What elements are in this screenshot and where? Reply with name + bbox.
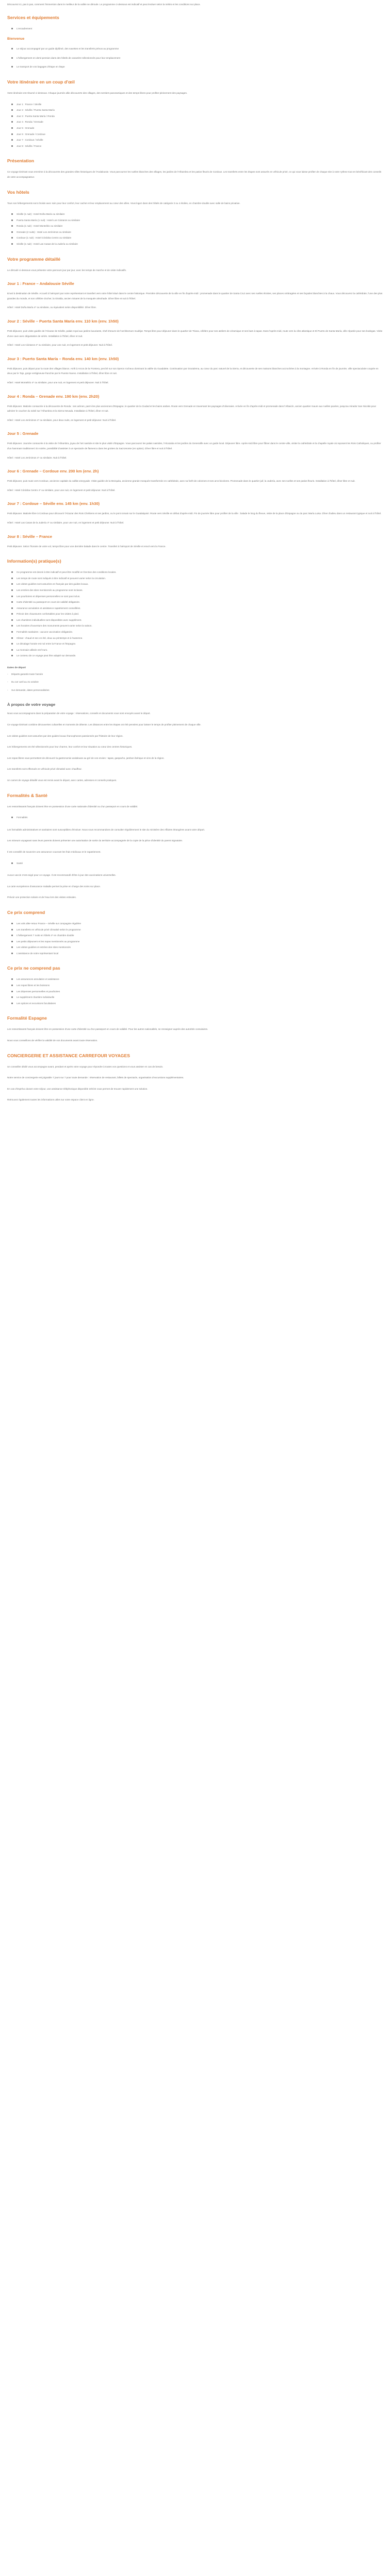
bullet-icon: [11, 817, 13, 818]
day-hotel: Hôtel : Hotel Montelirio 4* ou similaire, pour une nuit, en logement et petit déjeuner. Nuit à l'hôtel.: [7, 381, 109, 384]
bullet-icon: [11, 996, 13, 998]
list-item: Les visites guidées sont assurées en français par des guides locaux.: [7, 582, 384, 587]
day-hotel: Hôtel : Hotel Los Cántaros 4* ou similaire, pour une nuit, en logement et petit déjeuner. Nuit à l'hôtel.: [7, 344, 113, 347]
list-item: La monnaie utilisée est l'euro.: [7, 648, 384, 653]
day-hotel: Hôtel : Hotel Los Jerónimos 4* ou similaire. Nuit à l'hôtel.: [7, 456, 67, 459]
day-title: Jour 7 : Cordoue – Séville env. 145 km (env. 1h30): [7, 501, 100, 506]
bullet-icon: [11, 643, 13, 645]
bullet-icon: [11, 578, 13, 579]
about-paragraph: Les visites guidées sont assurées par des guides locaux francophones passionnés par l'histoire de leur région.: [7, 734, 123, 737]
bullet-icon: [11, 104, 13, 105]
bullet-icon: [11, 583, 13, 585]
bullet-icon: [11, 243, 13, 245]
bullet-icon: [11, 601, 13, 603]
day-title: Jour 1 : France – Andalousie Séville: [7, 281, 74, 286]
services-subtitle: Bienvenue: [7, 37, 25, 41]
itinerary-text: Votre itinéraire est résumé ci-dessous. Chaque journée allie découverte des villages, des sentiers panoramiques et des temps libres pour profiter pleinement des paysages.: [7, 91, 188, 94]
day-title: Jour 8 : Séville – France: [7, 534, 52, 539]
itinerary-day: Jour 6 : Grenade / Cordoue: [7, 132, 384, 137]
bullet-icon: [11, 237, 13, 239]
health-paragraph: La carte européenne d'assurance maladie permet la prise en charge des soins sur place.: [7, 885, 101, 888]
hotel-item: Puerta Santa María (1 nuit) : Hotel Los Cántaros ou similaire: [7, 218, 384, 223]
included-title: Ce prix comprend: [7, 909, 45, 915]
bullet-icon: [11, 109, 13, 111]
bullet-icon: [11, 133, 13, 135]
about-paragraph: Les repas libres vous permettent de découvrir la gastronomie andalouse au gré de vos envies : tapas, gaspacho, jambon ibérique et vins de la région.: [7, 756, 165, 759]
bullet-icon: [11, 649, 13, 651]
itinerary-day: Jour 1 : France / Séville: [7, 102, 384, 107]
concierge-section: [7, 1053, 384, 1103]
bullet-icon: [11, 978, 13, 980]
bullet-icon: [11, 57, 13, 59]
spain-formalities-section: [7, 1015, 384, 1043]
list-item: Assurance annulation et assistance rapatriement conseillées.: [7, 606, 384, 611]
list-item: Les visites guidées et entrées des sites mentionnés: [7, 945, 384, 950]
day-title: Jour 4 : Ronda – Grenade env. 190 km (env. 2h20): [7, 394, 100, 399]
concierge-paragraph: Notre service de conciergerie est joignable 7 jours sur 7 pour toute demande : réservation de restaurant, billets de spectacle, organisation d'excursions supplémentaires.: [7, 1076, 184, 1079]
list-item: Le décalage horaire est nul entre la France et l'Espagne.: [7, 641, 384, 647]
day-title: Jour 2 : Séville – Puerta Santa María env. 110 km (env. 1h50): [7, 319, 119, 324]
about-paragraph: Les hébergements ont été sélectionnés pour leur charme, leur confort et leur situation au cœur des centres historiques.: [7, 745, 133, 749]
list-item: Les transferts en véhicule privé climatisé selon le programme: [7, 927, 384, 933]
dates-label: Dates de départ: [7, 667, 26, 670]
list-item: Les chambres individuelles sont disponibles avec supplément.: [7, 618, 384, 623]
list-item: Le contenu de ce voyage peut être adapté sur demande.: [7, 653, 384, 658]
concierge-paragraph: En cas d'imprévu durant votre séjour, une assistance téléphonique disponible 24h/24 vous permet de trouver rapidement une solution.: [7, 1087, 148, 1090]
itinerary-day: Jour 8 : Séville / France: [7, 144, 384, 149]
date-item: - Sur demande, dates personnalisées: [7, 688, 50, 691]
itinerary-day: Jour 3 : Puerta Santa María / Ronda: [7, 114, 384, 119]
hotels-title: Vos hôtels: [7, 189, 29, 195]
bullet-icon: [11, 929, 13, 930]
concierge-paragraph: Retrouvez également toutes les informations utiles sur votre espace client en ligne.: [7, 1098, 94, 1101]
about-title: À propos de votre voyage: [7, 702, 56, 707]
hotel-item: Ronda (1 nuit) : Hotel Montelirio ou similaire: [7, 224, 384, 229]
presentation-text: Ce voyage itinérant vous emmène à la découverte des grandes villes historiques de l'Andalousie. Vous parcourrez les ruelles blanches des villages, les jardins de l'Alhambra et les patios fleuris de Cordoue. Les transferts entre les étapes sont assurés en véhicule privé, ce qui vous laisse profiter de chaque site à votre rythme tout en bénéficiant des conseils de votre accompagnateur.: [7, 171, 382, 178]
about-paragraph: Un carnet de voyage détaillé vous est remis avant le départ, avec cartes, adresses et conseils pratiques.: [7, 778, 117, 782]
health-text: Les ressortissants français doivent être en possession d'une carte nationale d'identité ou d'un passeport en cours de validité.: [7, 805, 138, 808]
programme-title: Votre programme détaillé: [7, 256, 60, 262]
day-hotel: Hôtel : Hotel Doña María 4* ou similaire, ou équivalent selon disponibilité. Dîner libre.: [7, 306, 97, 309]
list-item: Le supplément chambre individuelle: [7, 995, 384, 1000]
itinerary-section: [7, 79, 384, 148]
hotel-item: Séville (1 nuit) : Hotel Las Casas de la Judería ou similaire: [7, 242, 384, 247]
day-text: Petit déjeuner, puis route vers Cordoue, ancienne capitale du califat omeyyade. Visite guidée de la Mezquita, ancienne grande mosquée transformée en cathédrale, avec sa forêt de colonnes et ses arcs bicolores. Promenade dans le quartier juif, la Judería, avec ses ruelles et ses patios fleuris. Installation à l'hôtel, dîner libre et nuit.: [7, 480, 355, 483]
bullet-icon: [11, 145, 13, 147]
programme-section: [7, 256, 384, 549]
list-item: Le séjour accompagné par un guide diplômé, des navettes et les transferts prévus au programme: [7, 46, 384, 52]
list-item: Les pourboires et dépenses personnelles ne sont pas inclus.: [7, 594, 384, 599]
list-item: Ce programme est donné à titre indicatif et peut être modifié en fonction des conditions locales.: [7, 570, 384, 575]
bullet-icon: [11, 139, 13, 141]
list-item: Climat : chaud et sec en été, doux au printemps et à l'automne.: [7, 636, 384, 641]
day-hotel: Hôtel : Hotel Los Jerónimos 4* ou similaire, pour deux nuits, en logement et petit déjeuner. Nuit à l'hôtel.: [7, 418, 117, 421]
spain-formalities-text: Nous vous conseillons de vérifier la validité de vos documents avant toute réservation.: [7, 1039, 98, 1042]
list-item: L'hébergement 7 nuits en hôtels 4* en chambre double: [7, 933, 384, 938]
bullet-icon: [11, 48, 13, 49]
day-text: Envol à destination de Séville. Accueil à l'aéroport par notre représentant et transfert vers votre hôtel situé dans le centre historique. Première découverte de la ville en fin d'après-midi : promenade dans le quartier de Santa Cruz avec ses ruelles étroites, ses places ombragées et ses façades blanchies à la chaux. Vous découvrez la cathédrale, l'une des plus grandes du monde, et son célèbre clocher, la Giralda, ancien minaret de la mosquée almohade. Dîner libre et nuit à l'hôtel.: [7, 292, 383, 300]
date-item: - Départs garantis toute l'année: [7, 672, 43, 675]
bullet-icon: [11, 991, 13, 992]
bullet-icon: [11, 923, 13, 924]
about-text: Nous vous accompagnons dans la préparation de votre voyage : réservations, conseils et documents vous sont envoyés avant le départ.: [7, 712, 151, 715]
practical-section: [7, 558, 384, 692]
services-item: L'encadrement: [7, 26, 384, 31]
bullet-icon: [11, 66, 13, 67]
list-item: Les entrées des sites mentionnés au programme sont incluses.: [7, 588, 384, 593]
day-hotel: Hôtel : Hotel Córdoba Centro 4* ou similaire, pour une nuit, en logement et petit déjeuner. Nuit à l'hôtel.: [7, 488, 116, 492]
services-section: [7, 14, 384, 70]
list-item: Prévoir des chaussures confortables pour les visites à pied.: [7, 612, 384, 617]
day-text: Petit déjeuner. Journée consacrée à la visite de l'Alhambra, joyau de l'art nasride et site le plus visité d'Espagne. Vous parcourez les palais nasrides, l'Alcazaba et les jardins du Generalife avec un guide local. Déjeuner libre. Après-midi libre pour flâner dans le centre-ville, visiter la cathédrale et la chapelle royale où reposent les Rois Catholiques, ou profiter d'un hammam traditionnel. En soirée, possibilité d'assister à un spectacle de flamenco dans les grottes du Sacromonte (en option). Dîner libre et nuit à l'hôtel.: [7, 442, 381, 450]
itinerary-day: Jour 7 : Cordoue / Séville: [7, 138, 384, 143]
programme-text: Le déroulé ci-dessous vous présente votre parcours jour par jour, avec les temps de marche et de visite indicatifs.: [7, 268, 127, 272]
list-item: Les vols aller-retour France – Séville sur compagnie régulière: [7, 921, 384, 926]
hotel-item: Grenade (2 nuits) : Hotel Los Jerónimos ou similaire: [7, 230, 384, 235]
hotel-item: Cordoue (1 nuit) : Hotel Córdoba Centro ou similaire: [7, 235, 384, 241]
bullet-icon: [11, 631, 13, 633]
document: [0, 0, 391, 1103]
bullet-icon: [11, 655, 13, 656]
list-item: Les petits déjeuners et les repas mentionnés au programme: [7, 939, 384, 944]
bullet-icon: [11, 619, 13, 621]
health-paragraph: Les mineurs voyageant sans leurs parents doivent présenter une autorisation de sortie du territoire accompagnée de la copie de la pièce d'identité du parent signataire.: [7, 839, 183, 842]
bullet-icon: [11, 213, 13, 215]
itinerary-day: Jour 2 : Séville / Puerta Santa María: [7, 108, 384, 113]
hotel-item: Séville (1 nuit) : Hotel Doña María ou similaire: [7, 212, 384, 217]
concierge-text: Un conseiller dédié vous accompagne avant, pendant et après votre voyage pour répondre à toutes vos questions et vous assister en cas de besoin.: [7, 1065, 164, 1068]
excluded-section: [7, 965, 384, 1006]
spain-formalities-title: Formalité Espagne: [7, 1015, 47, 1021]
bullet-icon: [11, 613, 13, 615]
hotels-section: [7, 189, 384, 247]
about-paragraph: Les transferts sont effectués en véhicule privé climatisé avec chauffeur.: [7, 768, 82, 771]
spain-formalities-text: Les ressortissants français doivent être en possession d'une carte d'identité ou d'un passeport en cours de validité. Pour les autres nationalités, se renseigner auprès des autorités consulaires.: [7, 1028, 208, 1031]
itinerary-day: Jour 5 : Grenade: [7, 126, 384, 131]
bullet-icon: [11, 625, 13, 626]
day-hotel: Hôtel : Hotel Las Casas de la Judería 4* ou similaire, pour une nuit, en logement et petit déjeuner. Nuit à l'hôtel.: [7, 521, 124, 524]
list-item: Les assurances annulation et assistance: [7, 977, 384, 982]
about-paragraph: Ce voyage itinérant combine découvertes culturelles et moments de détente. Les distances entre les étapes ont été pensées pour laisser le temps de profiter pleinement de chaque ville.: [7, 723, 201, 726]
list-item: Les repas libres et les boissons: [7, 983, 384, 988]
presentation-title: Présentation: [7, 158, 35, 164]
included-section: [7, 909, 384, 956]
bullet-icon: [11, 862, 13, 864]
excluded-title: Ce prix ne comprend pas: [7, 965, 60, 971]
bullet-icon: [11, 985, 13, 986]
health-paragraph: Prévoir une protection solaire et de l'eau lors des visites estivales.: [7, 896, 76, 899]
bullet-icon: [11, 596, 13, 597]
list-item: Santé: [7, 861, 384, 866]
day-text: Petit déjeuner, puis visite guidée de l'Alcazar de Séville, palais royal aux jardins luxuriants, chef-d'œuvre de l'architecture mudéjar. Temps libre pour déjeuner dans le quartier de Triana, célèbre pour ses ateliers de céramique et ses bars à tapas. Dans l'après-midi, route vers la côte atlantique et El Puerto de Santa María, ville réputée pour ses bodegas. Visite d'une cave avec dégustation de xérès. Installation à l'hôtel, dîner et nuit.: [7, 330, 383, 337]
list-item: Le transport de vos bagages d'étape en étape: [7, 64, 384, 70]
health-paragraph: Il est conseillé de souscrire une assurance couvrant les frais médicaux et le rapatriement.: [7, 850, 101, 853]
bullet-icon: [11, 231, 13, 233]
hotels-text: Tous nos hébergements sont choisis avec soin pour leur confort, leur cachet et leur emplacement au cœur des villes. Vous logez dans des hôtels de catégorie 3 ou 4 étoiles, en chambre double avec salle de bains privative.: [7, 201, 240, 205]
bullet-icon: [11, 589, 13, 591]
list-item: Formalités: [7, 815, 384, 820]
bullet-icon: [11, 607, 13, 609]
day-text: Petit déjeuner. Selon l'horaire de votre vol, temps libre pour une dernière balade dans le centre. Transfert à l'aéroport de Séville et envol vers la France.: [7, 545, 166, 548]
list-item: L'hébergement en demi-pension dans des hôtels de caractère sélectionnés pour leur emplacement: [7, 56, 384, 61]
bullet-icon: [11, 219, 13, 221]
health-paragraph: Aucun vaccin n'est exigé pour ce voyage. Il est recommandé d'être à jour des vaccinations universelles.: [7, 874, 116, 877]
bullet-icon: [11, 127, 13, 129]
day-title: Jour 5 : Grenade: [7, 431, 39, 436]
list-item: Les dépenses personnelles et pourboires: [7, 989, 384, 994]
bullet-icon: [11, 941, 13, 942]
bullet-icon: [11, 225, 13, 227]
presentation-section: [7, 158, 384, 179]
concierge-title: CONCIERGERIE ET ASSISTANCE CARREFOUR VOYAGES: [7, 1053, 130, 1058]
list-item: Les options et excursions facultatives: [7, 1001, 384, 1006]
list-item: Les horaires d'ouverture des monuments peuvent varier selon la saison.: [7, 623, 384, 629]
health-paragraph: Les formalités administratives et sanitaires sont susceptibles d'évoluer. Nous vous recommandons de consulter régulièrement le site du ministère des Affaires étrangères avant votre départ.: [7, 828, 205, 831]
day-title: Jour 3 : Puerto Santa María – Ronda env. 140 km (env. 1h50): [7, 356, 119, 361]
day-text: Petit déjeuner, puis départ pour la route des villages blancs. Arrêt à Arcos de la Frontera, perché sur son éperon rocheux dominant la vallée du Guadalete. Continuation par Grazalema, au cœur du parc naturel de la Sierra, et découverte de ses maisons blanches accrochées à la montagne. Arrivée à Ronda en fin de journée, ville spectaculaire coupée en deux par le Tajo, gorge vertigineuse franchie par le Puente Nuevo. Installation à l'hôtel, dîner libre et nuit.: [7, 367, 379, 375]
health-title: Formalités & Santé: [7, 792, 47, 798]
list-item: Les temps de route sont indiqués à titre indicatif et peuvent varier selon la circulation.: [7, 576, 384, 581]
health-section: [7, 792, 384, 900]
itinerary-title: Votre itinéraire en un coup d'œil: [7, 79, 75, 84]
list-item: L'assistance de notre représentant local: [7, 951, 384, 956]
list-item: Formalités sanitaires : aucune vaccination obligatoire.: [7, 630, 384, 635]
date-item: - Du 1er avril au 31 octobre: [7, 681, 39, 684]
day-title: Jour 6 : Grenade – Cordoue env. 200 km (env. 2h): [7, 469, 99, 474]
bullet-icon: [11, 571, 13, 573]
bullet-icon: [11, 1003, 13, 1004]
bullet-icon: [11, 121, 13, 123]
itinerary-day: Jour 4 : Ronda / Grenade: [7, 120, 384, 125]
bullet-icon: [11, 935, 13, 936]
day-text: Petit déjeuner. Matinée consacrée à la découverte de Ronda : ses arènes, parmi les plus anciennes d'Espagne, le quartier de la Ciudad et les bains arabes. Route vers Grenade en traversant les paysages d'oliveraies. Arrivée en fin d'après-midi et promenade dans l'Albaicín, ancien quartier maure aux ruelles pavées, jusqu'au mirador San Nicolás pour admirer le coucher du soleil sur l'Alhambra et la Sierra Nevada. Installation à l'hôtel, dîner et nuit.: [7, 404, 377, 413]
intro-text: Découvrez ici, pas à pas, comment l'immersion dans le meilleur de la vallée se déroule. Le programme ci-dessous est indicatif et peut évoluer selon la météo et les conditions sur place.: [7, 3, 201, 6]
bullet-icon: [11, 28, 13, 29]
bullet-icon: [11, 115, 13, 117]
bullet-icon: [11, 637, 13, 639]
bullet-icon: [11, 946, 13, 948]
list-item: Carte d'identité ou passeport en cours de validité obligatoire.: [7, 600, 384, 605]
practical-title: Information(s) pratique(s): [7, 558, 61, 564]
bullet-icon: [11, 953, 13, 954]
about-section: [7, 702, 384, 783]
services-title: Services et équipements: [7, 14, 59, 20]
day-text: Petit déjeuner. Matinée libre à Cordoue pour découvrir l'Alcazar des Rois Chrétiens et ses jardins, ou le pont romain sur le Guadalquivir. Route vers Séville en début d'après-midi. Fin de journée libre pour profiter de la ville : balade le long du fleuve, visite de la place d'Espagne ou du parc María Luisa. Dîner d'adieu dans un restaurant typique et nuit à l'hôtel.: [7, 512, 382, 515]
